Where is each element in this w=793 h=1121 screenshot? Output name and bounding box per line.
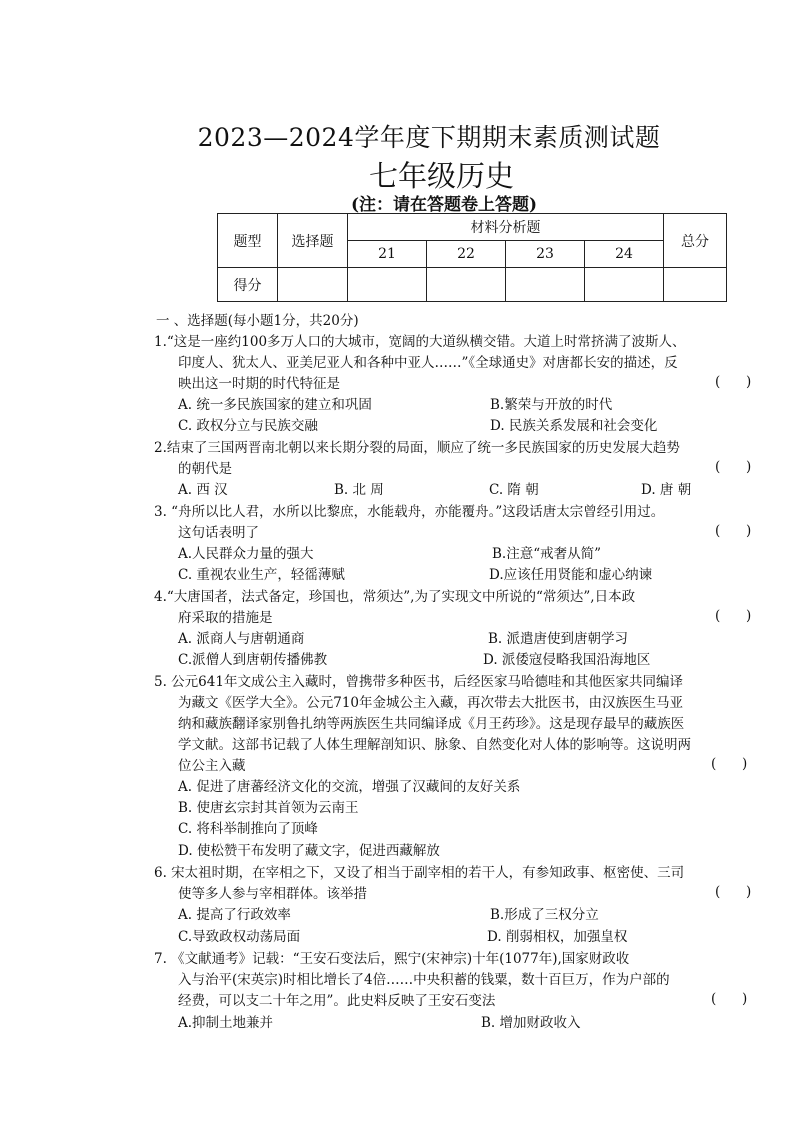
question-4-option-b: B. 派遣唐使到唐朝学习	[488, 631, 629, 647]
score-table-score-label: 得分	[218, 268, 278, 302]
question-5-line-4: 学文献。这部书记载了人体生理解剖知识、脉象、自然变化对人体的影响等。这说明两	[178, 737, 691, 753]
question-7-line-3: 经费，可以支二十年之用”。此史料反映了王安石变法	[178, 993, 496, 1009]
score-table-choice-header: 选择题	[278, 214, 348, 268]
section-heading: 一 、选择题(每小题1分，共20分)	[156, 313, 359, 329]
question-4-line-2: 府采取的措施是	[178, 610, 273, 626]
question-1-answer-blank: ( )	[715, 374, 752, 390]
question-4-answer-blank: ( )	[715, 608, 752, 624]
question-5-option-a: A. 促进了唐蕃经济文化的交流，增强了汉藏间的友好关系	[178, 779, 521, 795]
question-2-option-b: B. 北 周	[334, 482, 384, 498]
question-1-option-b: B.繁荣与开放的时代	[490, 397, 613, 413]
question-6-line-1: 6. 宋太祖时期，在宰相之下，又设了相当于副宰相的若干人，有参知政事、枢密使、三司	[154, 865, 685, 881]
score-cell-choice	[278, 268, 348, 302]
question-4-line-1: 4.“大唐国者，法式备定，珍国也，常须达”,为了实现文中所说的“常须达”,日本政	[154, 589, 636, 605]
question-5-line-5: 位公主入藏	[178, 758, 246, 774]
question-5-line-1: 5. 公元641年文成公主入藏时，曾携带多种医书，后经医家马哈德哇和其他医家共同编译	[154, 674, 683, 690]
question-6-answer-blank: ( )	[715, 884, 752, 900]
question-3-option-c: C. 重视农业生产，轻徭薄赋	[178, 567, 345, 583]
score-cell-23	[506, 268, 585, 302]
question-7-line-1: 7. 《文献通考》记载：“王安石变法后，熙宁(宋神宗)十年(1077年),国家财政收	[154, 951, 630, 967]
question-2-option-a: A. 西 汉	[178, 482, 228, 498]
question-3-option-d: D.应该任用贤能和虚心纳谏	[489, 567, 653, 583]
question-4-option-a: A. 派商人与唐朝通商	[178, 631, 305, 647]
question-1-line-2: 印度人、犹太人、亚美尼亚人和各种中亚人……”《全球通史》对唐都长安的描述，反	[178, 355, 678, 371]
question-4-option-c: C.派僧人到唐朝传播佛教	[178, 652, 328, 668]
question-6-line-2: 使等多人参与宰相群体。该举措	[178, 886, 367, 902]
question-1-option-d: D. 民族关系发展和社会变化	[490, 418, 658, 434]
question-3-line-1: 3. “舟所以比人君，水所以比黎庶，水能载舟，亦能覆舟。”这段话唐太宗曾经引用过。	[154, 504, 665, 520]
score-table-question-23: 23	[506, 241, 585, 268]
question-7-answer-blank: ( )	[711, 991, 748, 1007]
question-7-option-b: B. 增加财政收入	[481, 1015, 581, 1031]
question-1-option-a: A. 统一多民族国家的建立和巩固	[178, 397, 372, 413]
score-cell-22	[427, 268, 506, 302]
exam-note: (注：请在答题卷上答题)	[350, 195, 538, 215]
score-table-analysis-header: 材料分析题	[348, 214, 664, 241]
question-2-option-c: C. 隋 朝	[489, 482, 539, 498]
question-3-answer-blank: ( )	[715, 523, 752, 539]
score-cell-24	[585, 268, 664, 302]
question-1-line-3: 映出这一时期的时代特征是	[178, 376, 340, 392]
score-table	[217, 213, 727, 302]
question-5-option-d: D. 使松赞干布发明了藏文字，促进西藏解放	[178, 843, 440, 859]
question-6-option-d: D. 削弱相权，加强皇权	[487, 929, 628, 945]
score-table-question-22: 22	[427, 241, 506, 268]
question-2-line-2: 的朝代是	[178, 461, 232, 477]
question-5-option-c: C. 将科举制推向了顶峰	[178, 821, 318, 837]
question-7-line-2: 入与治平(宋英宗)时相比增长了4倍……中央积蓄的钱粟，数十百巨万，作为户部的	[178, 972, 670, 988]
question-4-option-d: D. 派倭寇侵略我国沿海地区	[483, 652, 651, 668]
question-2-option-d: D. 唐 朝	[641, 482, 692, 498]
score-table-type-header: 题型	[218, 214, 278, 268]
score-cell-total	[664, 268, 727, 302]
score-cell-21	[348, 268, 427, 302]
question-6-option-c: C.导致政权动荡局面	[178, 929, 301, 945]
question-5-answer-blank: ( )	[711, 756, 748, 772]
question-3-option-a: A.人民群众力量的强大	[178, 546, 314, 562]
question-6-option-b: B.形成了三权分立	[490, 907, 599, 923]
question-1-option-c: C. 政权分立与民族交融	[178, 418, 318, 434]
score-table-question-21: 21	[348, 241, 427, 268]
exam-title: 2023—2024学年度下期期末素质测试题	[197, 123, 661, 152]
score-table-question-24: 24	[585, 241, 664, 268]
question-3-option-b: B.注意“戒奢从简”	[492, 546, 602, 562]
question-1-line-1: 1.“这是一座约100多万人口的大城市，宽阔的大道纵横交错。大道上时常挤满了波斯人、	[154, 334, 686, 350]
question-2-line-1: 2.结束了三国两晋南北朝以来长期分裂的局面，顺应了统一多民族国家的历史发展大趋势	[154, 440, 680, 456]
exam-subject: 七年级历史	[368, 159, 514, 193]
question-5-line-3: 纳和藏族翻译家别鲁扎纳等两族医生共同编译成《月王药珍》。这是现存最早的藏族医	[178, 716, 685, 732]
question-2-answer-blank: ( )	[715, 459, 752, 475]
question-7-option-a: A.抑制土地兼并	[178, 1015, 274, 1031]
question-5-line-2: 为藏文《医学大全》。公元710年金城公主入藏，再次带去大批医书，由汉族医生马亚	[178, 695, 684, 711]
question-3-line-2: 这句话表明了	[178, 525, 259, 541]
question-5-option-b: B. 使唐玄宗封其首领为云南王	[178, 800, 359, 816]
question-6-option-a: A. 提高了行政效率	[178, 907, 291, 923]
score-table-total-header: 总分	[664, 214, 727, 268]
